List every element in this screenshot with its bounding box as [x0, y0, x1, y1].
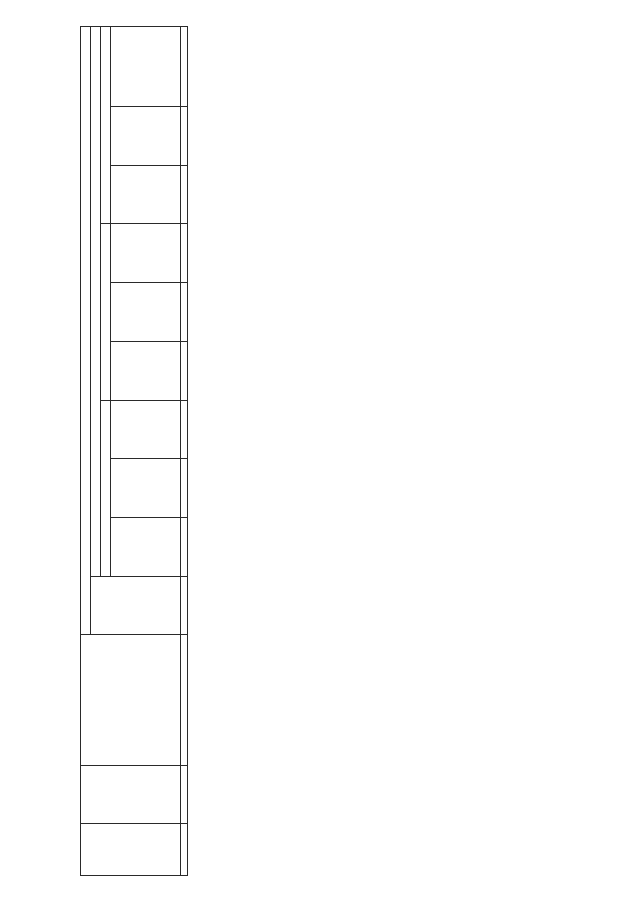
header-year-2016: [101, 27, 111, 224]
col-number: [181, 224, 188, 283]
header-status: [81, 823, 181, 875]
executor-rows: [188, 27, 394, 876]
col-number: [181, 341, 188, 400]
header-2016-regional: [111, 27, 181, 107]
col-number: [181, 634, 188, 765]
col-number: [181, 576, 188, 634]
col-number: [181, 518, 188, 577]
col-number: [181, 400, 188, 459]
header-2014-regional: [111, 400, 181, 459]
col-number: [181, 765, 188, 823]
header-executor: [81, 634, 181, 765]
col-number: [181, 165, 188, 224]
header-year-2014: [101, 400, 111, 576]
header-2015-total: [111, 341, 181, 400]
col-number: [181, 459, 188, 518]
header-expenses-sub: [91, 27, 101, 577]
col-number: [181, 283, 188, 342]
header-2015-federal: [111, 283, 181, 342]
col-number: [181, 106, 188, 165]
header-total: [91, 576, 181, 634]
header-2016-federal: [111, 106, 181, 165]
header-name: [81, 765, 181, 823]
subprogram-rows: [394, 27, 600, 876]
header-2014-total: [111, 518, 181, 577]
header-expenses-title: [81, 27, 91, 635]
col-number: [181, 823, 188, 875]
header-2016-total: [111, 165, 181, 224]
rotated-table-wrapper: [80, 26, 600, 876]
header-2015-regional: [111, 224, 181, 283]
header-year-2015: [101, 224, 111, 400]
col-number: [181, 27, 188, 107]
budget-table: [80, 26, 600, 876]
header-2014-federal: [111, 459, 181, 518]
